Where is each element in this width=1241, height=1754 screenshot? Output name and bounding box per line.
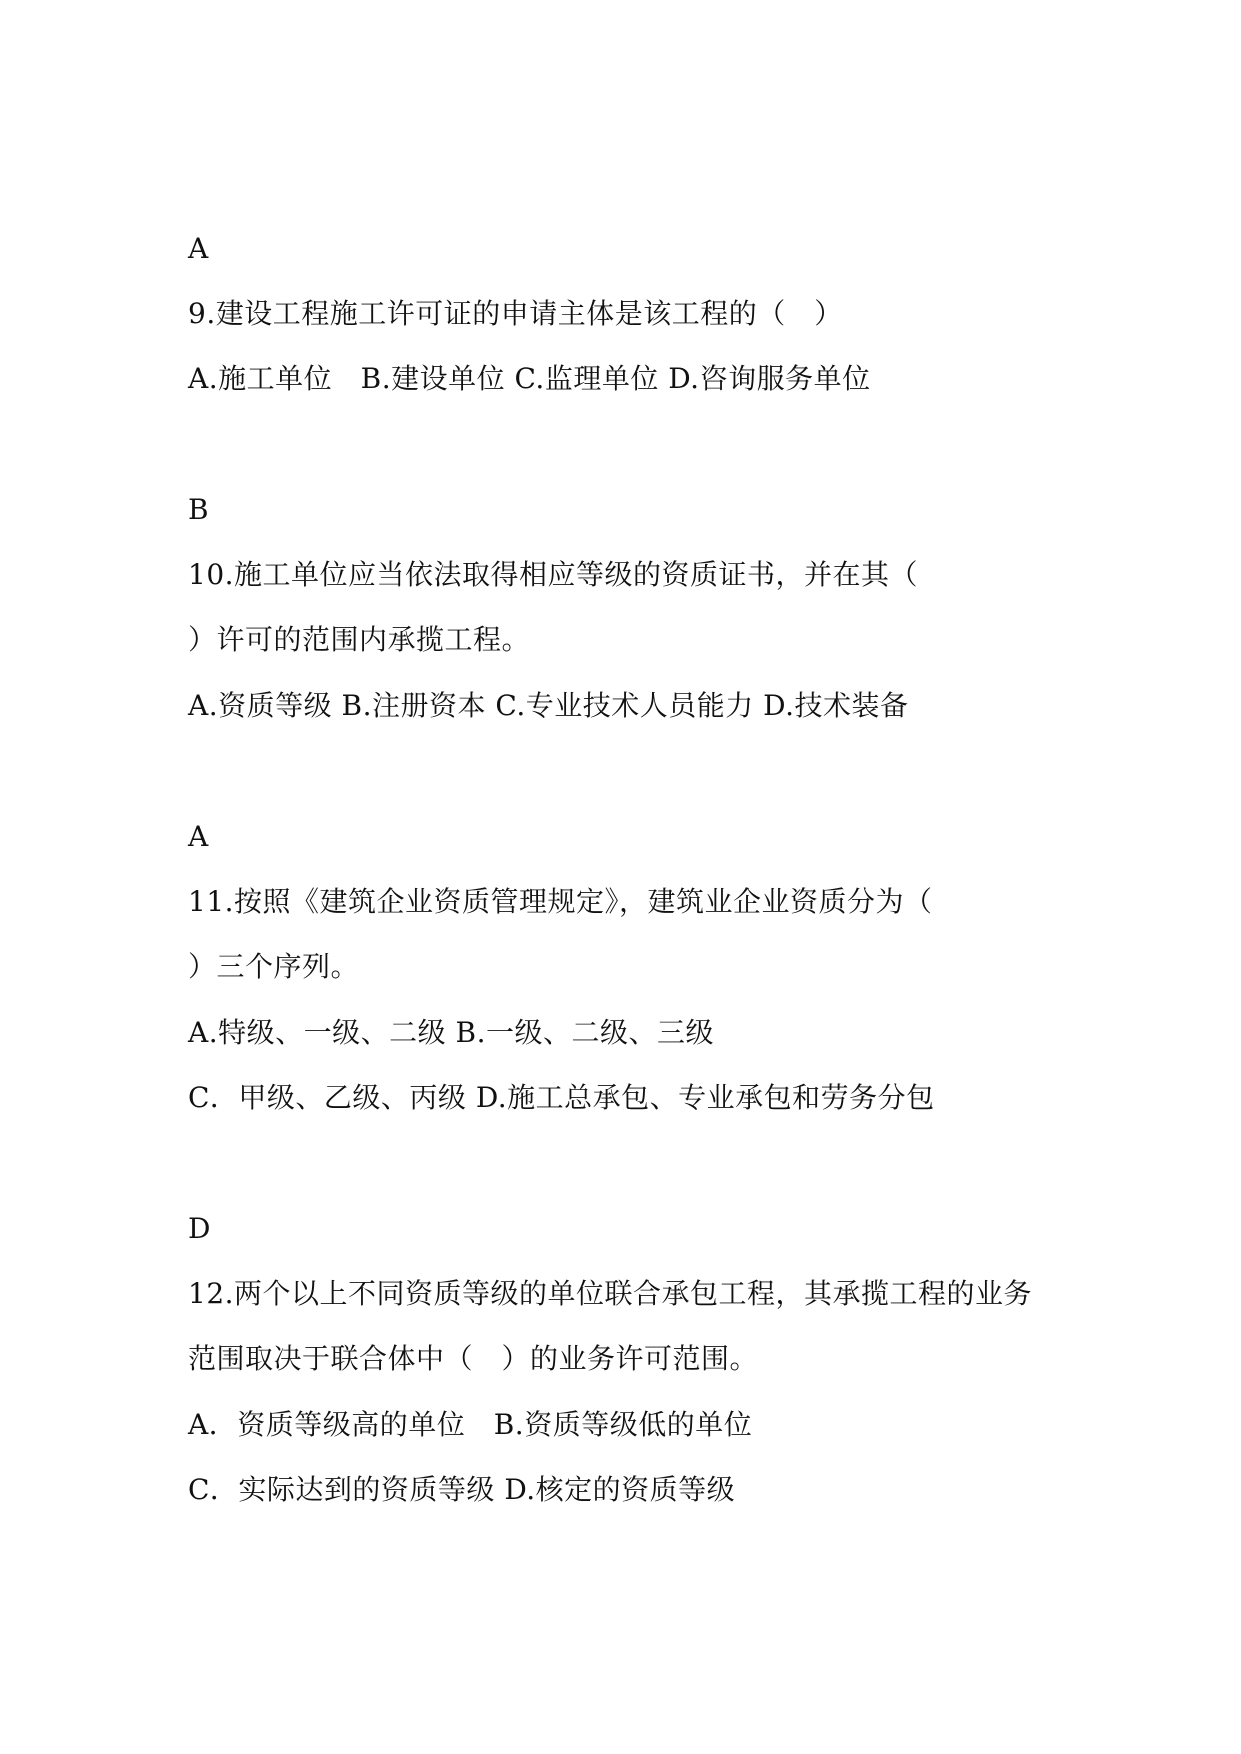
question-11-options-line-1: A.特级、一级、二级 B.一级、二级、三级 [188, 1016, 714, 1049]
answer-q9: B [188, 493, 210, 526]
question-11-text-line-2: ）三个序列。 [188, 950, 360, 983]
question-10-text-line-1: 10.施工单位应当依法取得相应等级的资质证书，并在其（ [188, 558, 919, 591]
answer-q11: D [188, 1212, 211, 1245]
answer-q10: A [188, 820, 209, 853]
question-12-options-line-2: C．实际达到的资质等级 D.核定的资质等级 [188, 1473, 736, 1506]
question-9-text: 9.建设工程施工许可证的申请主体是该工程的（ ） [188, 297, 843, 330]
question-11-text-line-1: 11.按照《建筑企业资质管理规定》，建筑业企业资质分为（ [188, 885, 933, 918]
answer-q8: A [188, 232, 209, 265]
question-11-options-line-2: C．甲级、乙级、丙级 D.施工总承包、专业承包和劳务分包 [188, 1081, 935, 1114]
question-10-options: A.资质等级 B.注册资本 C.专业技术人员能力 D.技术装备 [188, 689, 909, 722]
question-12-options-line-1: A．资质等级高的单位 B.资质等级低的单位 [188, 1408, 753, 1441]
question-9-options: A.施工单位 B.建设单位 C.监理单位 D.咨询服务单位 [188, 362, 871, 395]
question-12-text-line-1: 12.两个以上不同资质等级的单位联合承包工程，其承揽工程的业务 [188, 1277, 1033, 1310]
question-10-text-line-2: ）许可的范围内承揽工程。 [188, 623, 531, 656]
question-12-text-line-2: 范围取决于联合体中（ ）的业务许可范围。 [188, 1342, 759, 1375]
